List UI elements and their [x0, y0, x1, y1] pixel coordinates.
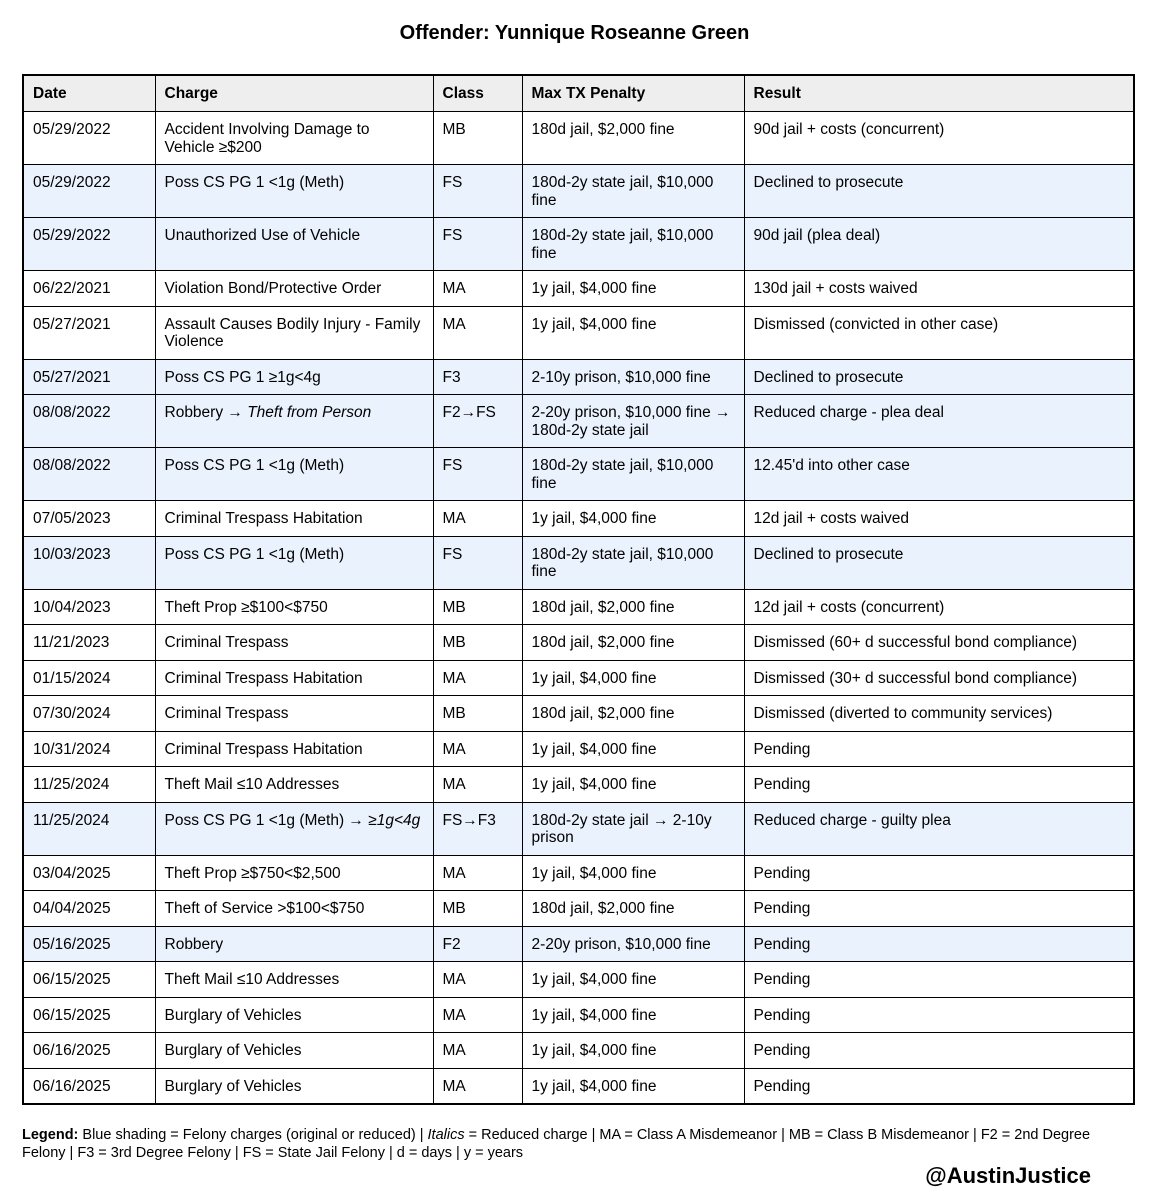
cell-result: Pending	[744, 1033, 1134, 1069]
cell-result: Pending	[744, 1068, 1134, 1104]
cell-date: 01/15/2024	[23, 660, 155, 696]
cell-max-penalty: 180d jail, $2,000 fine	[522, 891, 744, 927]
charge-text: Burglary of Vehicles	[164, 1006, 302, 1024]
cell-max-penalty: 180d jail, $2,000 fine	[522, 696, 744, 732]
table-row	[23, 165, 1134, 218]
cell-class: MB	[433, 589, 522, 625]
cell-charge	[155, 855, 433, 891]
table-row	[23, 926, 1134, 962]
charge-text: Criminal Trespass Habitation	[164, 669, 363, 687]
cell-date: 05/29/2022	[23, 218, 155, 271]
cell-result: 12.45'd into other case	[744, 448, 1134, 501]
cell-charge	[155, 625, 433, 661]
cell-max-penalty: 180d-2y state jail, $10,000 fine	[522, 165, 744, 218]
cell-charge	[155, 767, 433, 803]
table-row	[23, 891, 1134, 927]
cell-charge	[155, 112, 433, 165]
charge-text: Poss CS PG 1 <1g (Meth)	[164, 457, 345, 474]
reduced-charge-text: ≥1g<4g	[368, 811, 421, 829]
cell-charge	[155, 536, 433, 589]
cell-result: Pending	[744, 926, 1134, 962]
cell-max-penalty: 1y jail, $4,000 fine	[522, 731, 744, 767]
charge-text: Accident Involving Damage to Vehicle ≥$200	[164, 121, 370, 156]
cell-class: F3	[433, 359, 522, 395]
charge-text: Theft Mail ≤10 Addresses	[164, 776, 340, 793]
charge-text: Theft Mail ≤10 Addresses	[164, 971, 340, 988]
charge-text: Unauthorized Use of Vehicle	[164, 227, 361, 244]
table-row	[23, 271, 1134, 307]
table-row	[23, 997, 1134, 1033]
cell-result: Declined to prosecute	[744, 536, 1134, 589]
cell-date: 07/05/2023	[23, 501, 155, 537]
cell-max-penalty: 1y jail, $4,000 fine	[522, 1068, 744, 1104]
table-row	[23, 660, 1134, 696]
cell-date: 05/29/2022	[23, 112, 155, 165]
cell-max-penalty: 180d-2y state jail → 2-10y prison	[522, 802, 744, 855]
cell-max-penalty: 1y jail, $4,000 fine	[522, 271, 744, 307]
header-class: Class	[433, 75, 522, 112]
cell-result: 130d jail + costs waived	[744, 271, 1134, 307]
cell-class: MA	[433, 501, 522, 537]
cell-charge	[155, 802, 433, 855]
table-row	[23, 962, 1134, 998]
cell-result: Declined to prosecute	[744, 165, 1134, 218]
cell-charge	[155, 660, 433, 696]
cell-max-penalty: 2-20y prison, $10,000 fine → 180d-2y state jail	[522, 395, 744, 448]
header-date: Date	[23, 75, 155, 112]
cell-charge	[155, 589, 433, 625]
cell-class: MB	[433, 696, 522, 732]
legend-label: Legend:	[22, 1127, 79, 1143]
cell-max-penalty: 1y jail, $4,000 fine	[522, 1033, 744, 1069]
cell-class: MB	[433, 112, 522, 165]
cell-max-penalty: 2-10y prison, $10,000 fine	[522, 359, 744, 395]
cell-date: 08/08/2022	[23, 448, 155, 501]
cell-charge	[155, 448, 433, 501]
cell-charge	[155, 1033, 433, 1069]
cell-charge	[155, 962, 433, 998]
header-charge: Charge	[155, 75, 433, 112]
cell-charge	[155, 1068, 433, 1104]
cell-max-penalty: 180d-2y state jail, $10,000 fine	[522, 218, 744, 271]
cell-result: Pending	[744, 997, 1134, 1033]
cell-max-penalty: 1y jail, $4,000 fine	[522, 660, 744, 696]
cell-charge	[155, 891, 433, 927]
cell-max-penalty: 180d jail, $2,000 fine	[522, 625, 744, 661]
table-row	[23, 767, 1134, 803]
charge-text: Theft Prop ≥$750<$2,500	[164, 864, 341, 882]
legend-text-1: Blue shading = Felony charges (original or reduced) |	[78, 1127, 428, 1143]
cell-class: MA	[433, 660, 522, 696]
cell-max-penalty: 2-20y prison, $10,000 fine	[522, 926, 744, 962]
cell-result: Pending	[744, 767, 1134, 803]
cell-max-penalty: 1y jail, $4,000 fine	[522, 501, 744, 537]
cell-result: Reduced charge - guilty plea	[744, 802, 1134, 855]
cell-date: 10/31/2024	[23, 731, 155, 767]
cell-max-penalty: 180d-2y state jail, $10,000 fine	[522, 536, 744, 589]
table-row	[23, 1033, 1134, 1069]
cell-max-penalty: 1y jail, $4,000 fine	[522, 997, 744, 1033]
cell-result: Reduced charge - plea deal	[744, 395, 1134, 448]
cell-date: 05/29/2022	[23, 165, 155, 218]
cell-max-penalty: 1y jail, $4,000 fine	[522, 767, 744, 803]
cell-class: MA	[433, 271, 522, 307]
charge-text: Criminal Trespass Habitation	[164, 510, 363, 527]
cell-date: 06/15/2025	[23, 962, 155, 998]
cell-class: MA	[433, 1033, 522, 1069]
cell-result: Dismissed (diverted to community services)	[744, 696, 1134, 732]
cell-date: 06/16/2025	[23, 1033, 155, 1069]
table-row	[23, 112, 1134, 165]
cell-date: 06/15/2025	[23, 997, 155, 1033]
cell-date: 08/08/2022	[23, 395, 155, 448]
reduced-charge-text: Theft from Person	[247, 404, 372, 421]
cell-max-penalty: 180d jail, $2,000 fine	[522, 589, 744, 625]
cell-class: MA	[433, 767, 522, 803]
table-row	[23, 625, 1134, 661]
table-row	[23, 731, 1134, 767]
cell-class: MB	[433, 891, 522, 927]
table-row	[23, 696, 1134, 732]
charge-text: Burglary of Vehicles	[164, 1042, 302, 1059]
cell-class: F2	[433, 926, 522, 962]
cell-date: 05/27/2021	[23, 359, 155, 395]
cell-class: FS	[433, 536, 522, 589]
legend	[22, 1126, 1122, 1162]
cell-class: MA	[433, 731, 522, 767]
charge-text: Violation Bond/Protective Order	[164, 280, 382, 297]
cell-result: 12d jail + costs waived	[744, 501, 1134, 537]
charge-text: Poss CS PG 1 <1g (Meth)	[164, 545, 345, 563]
offense-table	[22, 74, 1135, 1105]
header-result: Result	[744, 75, 1134, 112]
cell-class: FS	[433, 218, 522, 271]
cell-date: 05/27/2021	[23, 306, 155, 359]
header-max-penalty: Max TX Penalty	[522, 75, 744, 112]
charge-text: Burglary of Vehicles	[164, 1077, 302, 1095]
table-row	[23, 536, 1134, 589]
cell-date: 11/25/2024	[23, 802, 155, 855]
table-row	[23, 1068, 1134, 1104]
cell-date: 11/25/2024	[23, 767, 155, 803]
charge-text: Criminal Trespass	[164, 634, 289, 651]
charge-text: Robbery	[164, 935, 224, 953]
cell-result: 90d jail + costs (concurrent)	[744, 112, 1134, 165]
cell-class: FS→F3	[433, 802, 522, 855]
cell-class: MB	[433, 625, 522, 661]
cell-max-penalty: 180d-2y state jail, $10,000 fine	[522, 448, 744, 501]
cell-charge	[155, 997, 433, 1033]
cell-date: 10/03/2023	[23, 536, 155, 589]
table-row	[23, 395, 1134, 448]
charge-text: Assault Causes Bodily Injury - Family Violence	[164, 315, 421, 350]
legend-text-2: = Reduced charge | MA = Class A Misdemeanor | MB = Class B Misdemeanor | F2 = 2nd Degree Felony | F3 = 3rd Degree Felony | FS = State Jail Felony | d = days | y = years	[22, 1127, 1091, 1161]
charge-text: Poss CS PG 1 ≥1g<4g	[164, 368, 321, 386]
cell-max-penalty: 1y jail, $4,000 fine	[522, 306, 744, 359]
cell-class: F2→FS	[433, 395, 522, 448]
table-row	[23, 855, 1134, 891]
cell-result: Pending	[744, 855, 1134, 891]
table-row	[23, 359, 1134, 395]
cell-charge	[155, 501, 433, 537]
table-row	[23, 448, 1134, 501]
author-handle: @AustinJustice	[925, 1163, 1091, 1188]
cell-result: Pending	[744, 962, 1134, 998]
cell-result: Pending	[744, 731, 1134, 767]
legend-italics-word: Italics	[427, 1127, 465, 1143]
table-header-row	[23, 75, 1134, 112]
table-row	[23, 802, 1134, 855]
charge-text: Theft of Service >$100<$750	[164, 900, 365, 917]
cell-charge	[155, 395, 433, 448]
cell-date: 11/21/2023	[23, 625, 155, 661]
cell-charge	[155, 165, 433, 218]
cell-date: 07/30/2024	[23, 696, 155, 732]
cell-max-penalty: 180d jail, $2,000 fine	[522, 112, 744, 165]
cell-class: MA	[433, 997, 522, 1033]
cell-result: Dismissed (30+ d successful bond compliance)	[744, 660, 1134, 696]
cell-class: MA	[433, 962, 522, 998]
cell-result: Dismissed (convicted in other case)	[744, 306, 1134, 359]
cell-max-penalty: 1y jail, $4,000 fine	[522, 962, 744, 998]
cell-date: 06/22/2021	[23, 271, 155, 307]
cell-date: 06/16/2025	[23, 1068, 155, 1104]
cell-result: Declined to prosecute	[744, 359, 1134, 395]
table-row	[23, 306, 1134, 359]
cell-date: 05/16/2025	[23, 926, 155, 962]
charge-text: Criminal Trespass	[164, 705, 289, 722]
cell-result: Pending	[744, 891, 1134, 927]
cell-charge	[155, 218, 433, 271]
cell-charge	[155, 926, 433, 962]
cell-class: MA	[433, 1068, 522, 1104]
cell-result: 12d jail + costs (concurrent)	[744, 589, 1134, 625]
table-row	[23, 218, 1134, 271]
cell-class: FS	[433, 448, 522, 501]
cell-charge	[155, 359, 433, 395]
cell-date: 03/04/2025	[23, 855, 155, 891]
cell-charge	[155, 696, 433, 732]
charge-text: Robbery →	[164, 404, 248, 421]
charge-text: Poss CS PG 1 <1g (Meth)	[164, 174, 345, 191]
table-row	[23, 501, 1134, 537]
table-row	[23, 589, 1134, 625]
cell-class: FS	[433, 165, 522, 218]
charge-text: Criminal Trespass Habitation	[164, 740, 363, 758]
cell-result: Dismissed (60+ d successful bond compliance)	[744, 625, 1134, 661]
cell-charge	[155, 271, 433, 307]
page-title: Offender: Yunnique Roseanne Green	[399, 22, 750, 44]
cell-class: MA	[433, 855, 522, 891]
charge-text: Theft Prop ≥$100<$750	[164, 598, 328, 616]
cell-date: 04/04/2025	[23, 891, 155, 927]
cell-max-penalty: 1y jail, $4,000 fine	[522, 855, 744, 891]
cell-charge	[155, 306, 433, 359]
cell-charge	[155, 731, 433, 767]
charge-text: Poss CS PG 1 <1g (Meth) →	[164, 811, 369, 829]
cell-result: 90d jail (plea deal)	[744, 218, 1134, 271]
cell-date: 10/04/2023	[23, 589, 155, 625]
cell-class: MA	[433, 306, 522, 359]
